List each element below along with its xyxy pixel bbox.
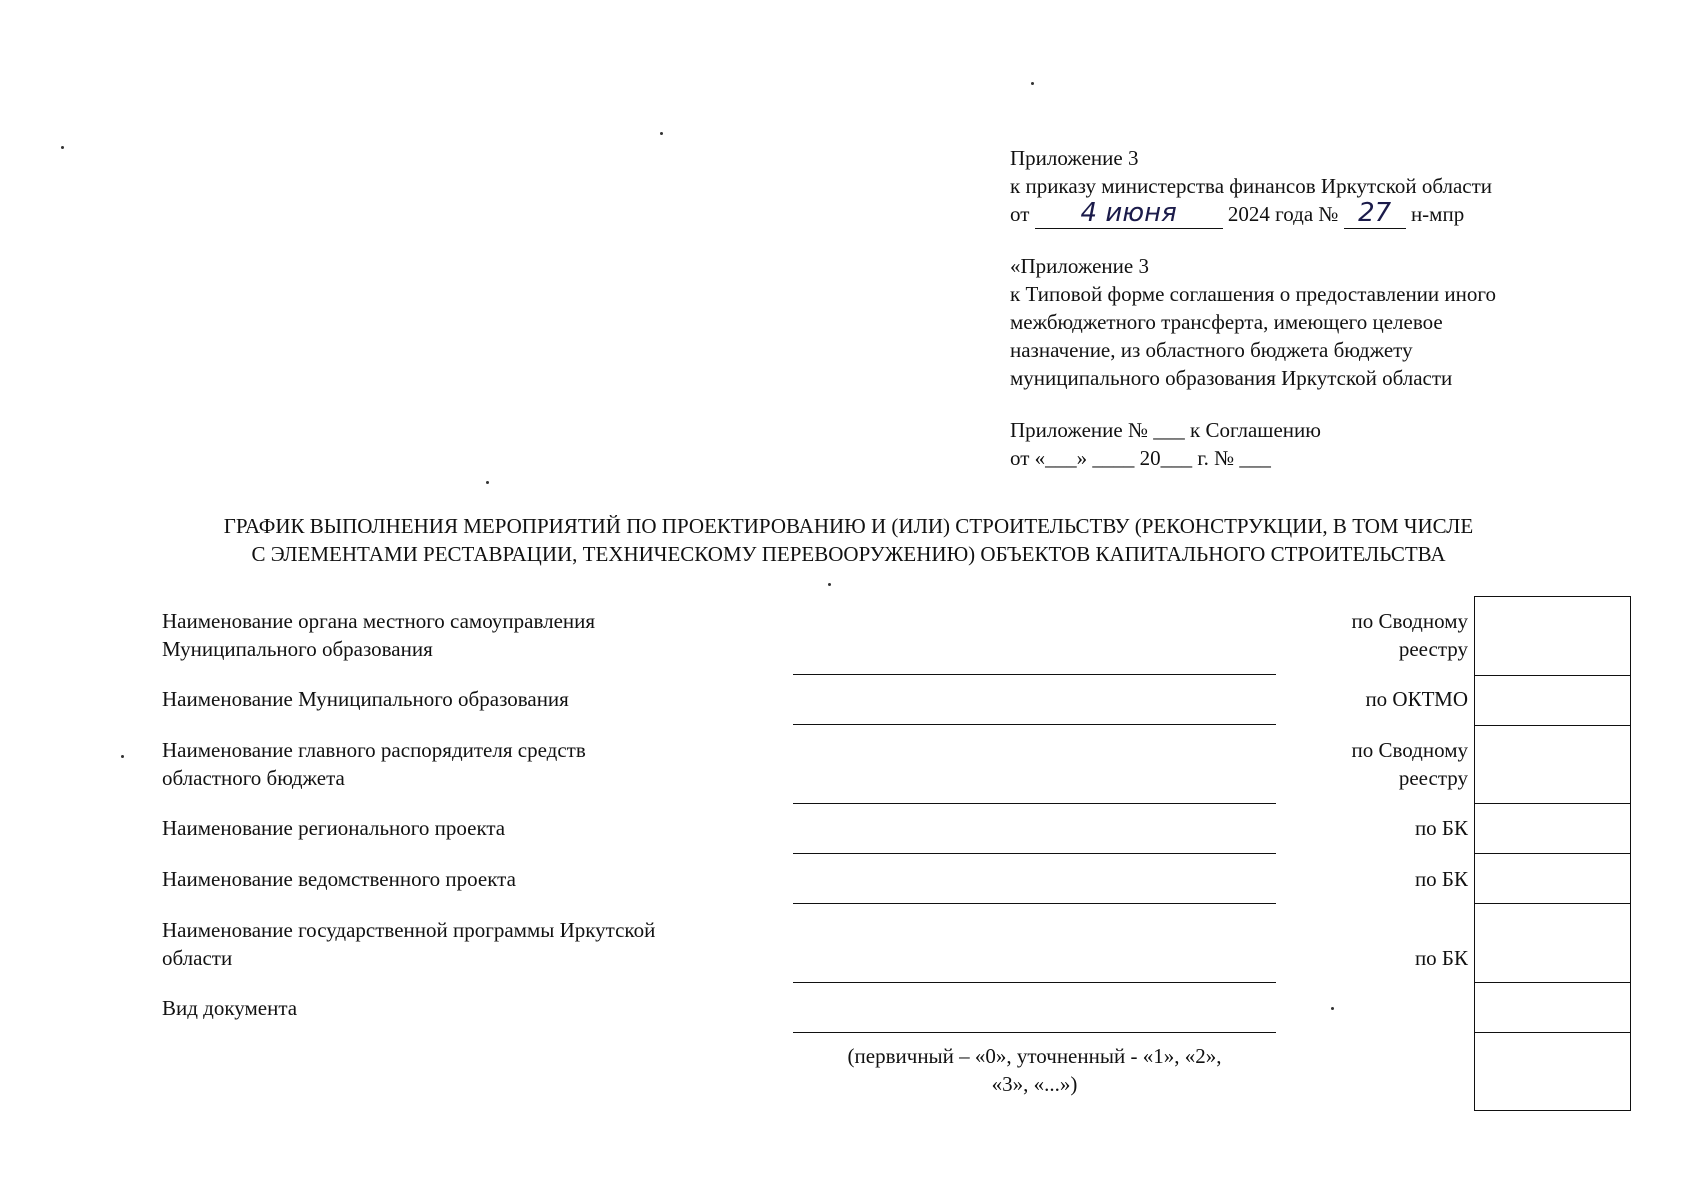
- date-prefix: от: [1010, 202, 1030, 226]
- title-line-2: С ЭЛЕМЕНТАМИ РЕСТАВРАЦИИ, ТЕХНИЧЕСКОМУ ПЕРЕВООРУЖЕНИЮ) ОБЪЕКТОВ КАПИТАЛЬНОГО СТРОИТЕЛЬСТВА: [251, 542, 1446, 566]
- title-line-1: ГРАФИК ВЫПОЛНЕНИЯ МЕРОПРИЯТИЙ ПО ПРОЕКТИРОВАНИЮ И (ИЛИ) СТРОИТЕЛЬСТВУ (РЕКОНСТРУКЦИИ, В ТОМ ЧИСЛЕ: [223, 514, 1474, 538]
- quote-line-5: муниципального образования Иркутской области: [1010, 366, 1453, 390]
- scan-speck: [660, 132, 663, 135]
- field-line-regional-project[interactable]: [793, 853, 1276, 854]
- annex-date-line: [1010, 200, 1496, 228]
- code-label-oktmo: по ОКТМО: [1365, 687, 1468, 711]
- scan-speck: [828, 583, 831, 586]
- document-title: [0, 512, 1697, 568]
- field-line-municipality[interactable]: [793, 724, 1276, 725]
- code-box-table: [1474, 596, 1631, 1111]
- field-line-departmental-project[interactable]: [793, 903, 1276, 904]
- code-cell-divider: [1475, 725, 1630, 726]
- code-label-consolidated-registry-2: по Сводному реестру: [1351, 738, 1468, 790]
- code-cell-divider: [1475, 903, 1630, 904]
- field-label-document-type: Вид документа: [162, 996, 298, 1020]
- code-cell-divider: [1475, 853, 1630, 854]
- annex-line-1: Приложение 3: [1010, 146, 1139, 170]
- code-label-bk-3: по БК: [1414, 946, 1468, 970]
- annex-header: [1010, 144, 1496, 472]
- field-label-regional-project: Наименование регионального проекта: [162, 816, 506, 840]
- code-label-bk-1: по БК: [1414, 816, 1468, 840]
- agreement-line-1: Приложение № ___ к Соглашению: [1010, 418, 1321, 442]
- code-cell-divider: [1475, 675, 1630, 676]
- date-handwritten-field: [1035, 200, 1223, 229]
- number-suffix: н-мпр: [1410, 202, 1465, 226]
- year-text: 2024 года №: [1227, 202, 1339, 226]
- agreement-line-2: от «___» ____ 20___ г. № ___: [1010, 446, 1271, 470]
- scan-speck: [486, 481, 489, 484]
- field-label-state-program: Наименование государственной программы Иркутской области: [162, 918, 656, 970]
- field-label-departmental-project: Наименование ведомственного проекта: [162, 867, 516, 891]
- code-cell-divider: [1475, 1032, 1630, 1033]
- field-line-local-gov-body[interactable]: [793, 674, 1276, 675]
- field-label-local-gov-body: Наименование органа местного самоуправления Муниципального образования: [162, 609, 596, 661]
- field-line-chief-administrator[interactable]: [793, 803, 1276, 804]
- code-label-bk-2: по БК: [1414, 867, 1468, 891]
- scan-speck: [1031, 82, 1034, 85]
- field-label-municipality: Наименование Муниципального образования: [162, 687, 569, 711]
- code-label-consolidated-registry-1: по Сводному реестру: [1351, 609, 1468, 661]
- quote-line-4: назначение, из областного бюджета бюджету: [1010, 338, 1413, 362]
- field-line-state-program[interactable]: [793, 982, 1276, 983]
- scan-speck: [121, 755, 124, 758]
- document-type-hint: (первичный – «0», уточненный - «1», «2», «3», «...»): [847, 1044, 1222, 1096]
- quote-line-3: межбюджетного трансферта, имеющего целевое: [1010, 310, 1443, 334]
- code-cell-divider: [1475, 803, 1630, 804]
- number-handwritten: 27: [1358, 198, 1392, 228]
- date-handwritten: 4 июня: [1080, 198, 1177, 228]
- number-handwritten-field: [1344, 200, 1406, 229]
- field-label-chief-administrator: Наименование главного распорядителя средств областного бюджета: [162, 738, 586, 790]
- scan-speck: [61, 146, 64, 149]
- annex-line-2: к приказу министерства финансов Иркутской области: [1010, 174, 1493, 198]
- scan-speck: [1331, 1007, 1334, 1010]
- code-cell-divider: [1475, 982, 1630, 983]
- quote-line-2: к Типовой форме соглашения о предоставлении иного: [1010, 282, 1496, 306]
- field-line-document-type[interactable]: [793, 1032, 1276, 1033]
- quote-line-1: «Приложение 3: [1010, 254, 1149, 278]
